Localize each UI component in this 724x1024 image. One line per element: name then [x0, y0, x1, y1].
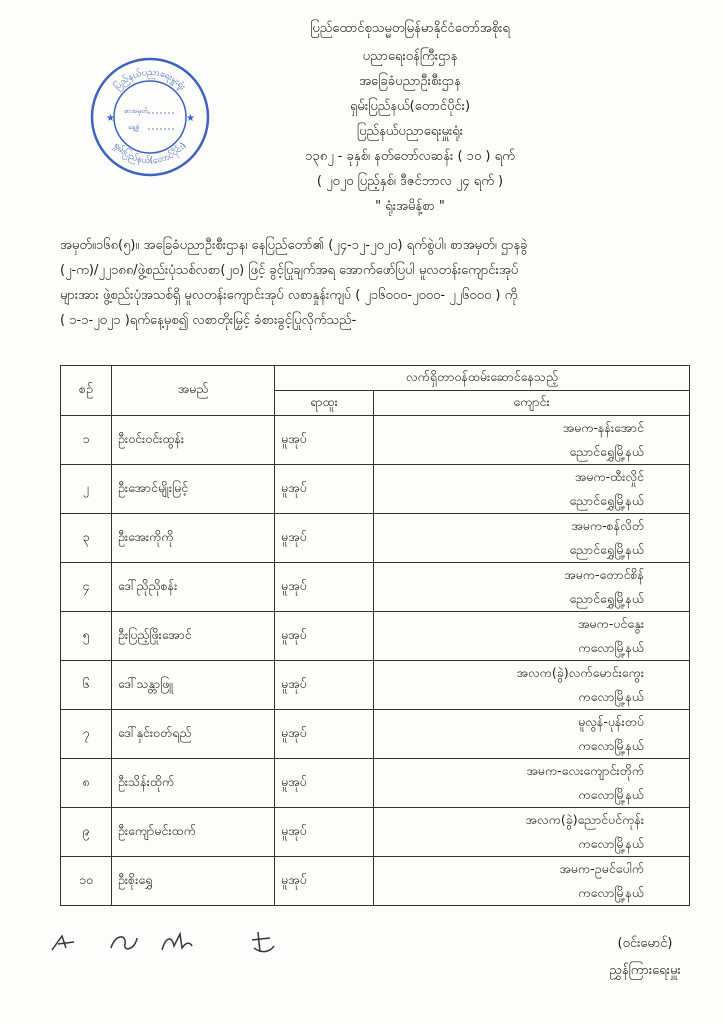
table-row [61, 857, 690, 906]
table-row [61, 808, 690, 857]
row-no: ၄ [61, 563, 112, 612]
table-row [61, 612, 690, 661]
row-school [374, 661, 690, 710]
header-rank: ရာထူး [275, 391, 374, 416]
header-line-4: ရှမ်းပြည်နယ်(တောင်ပိုင်း) [349, 99, 471, 114]
promotion-table [60, 365, 690, 906]
header-line-5: ပြည်နယ်ပညာရေးမှူးရုံး [356, 124, 464, 139]
table-row [61, 563, 690, 612]
row-township: ညောင်ရွှေမြို့နယ် [569, 444, 644, 459]
row-school-name: အမက-ပင်နွေး [577, 616, 644, 631]
row-school [374, 808, 690, 857]
table-row [61, 759, 690, 808]
row-name: ဦးဝင်းဝင်းထွန်း [112, 416, 275, 465]
row-name: ဒေါ်သန္တာဖြူ [112, 661, 275, 710]
stamp-field-1: စာအမှတ် [124, 107, 149, 115]
row-rank: မူအုပ် [275, 514, 374, 563]
row-name: ဦးအောင်မျိုးမြင့် [112, 465, 275, 514]
signature-4 [248, 926, 288, 963]
table-row [61, 661, 690, 710]
row-school-name: အမက-နန်းအောင် [562, 420, 644, 435]
header-no: စဉ် [61, 366, 112, 416]
table-row [61, 710, 690, 759]
row-name: ဦးစိုးရွှေ [112, 857, 275, 906]
signature-2 [105, 928, 145, 963]
row-township: ကလောမြို့နယ် [578, 787, 644, 802]
row-school [374, 710, 690, 759]
row-school-name: အမက-လေးကျောင်းတိုက် [526, 763, 644, 778]
row-rank: မူအုပ် [275, 465, 374, 514]
row-school-name: အလက(ခွဲ)လက်မောင်းကွေး [516, 665, 644, 680]
signature-1 [48, 928, 88, 963]
header-school: ကျောင်း [374, 391, 690, 416]
row-rank: မူအုပ် [275, 710, 374, 759]
stamp-star-left: ★ [106, 113, 115, 124]
header-line-8: " ရုံးအမိန့်စာ " [375, 199, 445, 214]
row-township: ကလောမြို့နယ် [578, 738, 644, 753]
order-line-2: (၂-က)/၂၂၁၈၈/ဖွဲ့စည်းပုံသစ်လစာ(၂၀) ဖြင့် ခွင့်ပြုချက်အရ အောက်ဖော်ပြပါ မူလတန်းကျောင်းအုပ် [60, 263, 519, 278]
row-school-name: အမက-စန်လိတ် [571, 518, 644, 533]
row-no: ၂ [61, 465, 112, 514]
header-line-6: ၁၃၈၂ - ခုနှစ်၊ နတ်တော်လဆန်း ( ၁၀ ) ရက် [305, 149, 515, 164]
row-rank: မူအုပ် [275, 612, 374, 661]
order-paragraph [60, 233, 690, 333]
row-no: ၉ [61, 808, 112, 857]
header-line-3: အခြေခံပညာဦးစီးဌာန [359, 74, 461, 89]
row-rank: မူအုပ် [275, 563, 374, 612]
row-school [374, 563, 690, 612]
row-township: ညောင်ရွှေမြို့နယ် [569, 591, 644, 606]
row-township: ကလောမြို့နယ် [578, 689, 644, 704]
order-line-1: အမှတ်။၁၆၈(၅)။ အခြေခံပညာဦးစီးဌာန၊ နေပြည်တော်၏ (၂၄-၁၂-၂၀၂၀) ရက်စွဲပါ၊ စာအမှတ်၊ ဌာနခွဲ [60, 238, 528, 253]
row-school [374, 514, 690, 563]
row-rank: မူအုပ် [275, 759, 374, 808]
row-school [374, 416, 690, 465]
row-name: ဦးအေးကိုကို [112, 514, 275, 563]
table-row [61, 416, 690, 465]
order-line-3: များအား ဖွဲ့စည်းပုံအသစ်ရှိ မူလတန်းကျောင်းအုပ် လစာနှုန်းကျပ် ( ၂၁၆၀၀၀-၂၀၀၀- ၂၂၆၀၀၀ ) ကို [60, 288, 518, 303]
row-school-name: အမက-တောင်စိန် [564, 567, 644, 582]
row-name: ဒေါ်နှင်းဝတ်ရည် [112, 710, 275, 759]
header-name: အမည် [112, 366, 275, 416]
row-no: ၅ [61, 612, 112, 661]
row-no: ၁ [61, 416, 112, 465]
signer-name: (ဝင်းမောင်) [617, 936, 673, 951]
row-school [374, 465, 690, 514]
row-township: ကလောမြို့နယ် [578, 640, 644, 655]
row-name: ဦးသိန်းထိုက် [112, 759, 275, 808]
row-school-name: အမက-ထီးလှိုင် [574, 469, 644, 484]
header-current-duty: လက်ရှိတာဝန်ထမ်းဆောင်နေသည့် [275, 366, 690, 391]
row-no: ၇ [61, 710, 112, 759]
row-name: ဦးကျော်မင်းထက် [112, 808, 275, 857]
table-row [61, 465, 690, 514]
row-school [374, 759, 690, 808]
signer-title: ညွှန်ကြားရေးမှူး [609, 963, 681, 978]
row-township: ညောင်ရွှေမြို့နယ် [569, 542, 644, 557]
row-school [374, 857, 690, 906]
row-rank: မူအုပ် [275, 416, 374, 465]
signature-3 [158, 928, 198, 963]
row-township: ညောင်ရွှေမြို့နယ် [569, 493, 644, 508]
row-township: ကလောမြို့နယ် [578, 836, 644, 851]
row-no: ၃ [61, 514, 112, 563]
table-row [61, 514, 690, 563]
row-name: ဒေါ်ညိုညိုစန်း [112, 563, 275, 612]
header-line-1: ပြည်ထောင်စုသမ္မတမြန်မာနိုင်ငံတော်အစိုးရ [310, 21, 510, 36]
row-school-name: အလက(ခွဲ)ညောင်ပင်ကုန်း [525, 812, 644, 827]
row-school-name: မူလွန်-ပုန်းတပ် [578, 714, 644, 729]
row-rank: မူအုပ် [275, 857, 374, 906]
row-township: ကလောမြို့နယ် [578, 885, 644, 900]
stamp-ring-bottom-text: ရှမ်းပြည်နယ်(တောင်ပိုင်း) [111, 140, 189, 167]
stamp-ring-top-text: ပြည်နယ်ပညာရေးမှူးရုံး [112, 67, 188, 93]
row-no: ၈ [61, 759, 112, 808]
row-rank: မူအုပ် [275, 661, 374, 710]
header-line-2: ပညာရေးဝန်ကြီးဌာန [362, 49, 458, 64]
stamp-star-right: ★ [186, 113, 195, 124]
row-no: ၁၀ [61, 857, 112, 906]
row-school-name: အမက-ဥမင်ပေါက် [559, 861, 644, 876]
row-school [374, 612, 690, 661]
row-name: ဦးပြည့်ဖြိုးအောင် [112, 612, 275, 661]
stamp-field-2: နေ့စွဲ [128, 123, 140, 131]
office-seal-stamp [88, 55, 213, 180]
header-line-7: ( ၂၀၂၀ ပြည့်နှစ်၊ ဒီဇင်ဘာလ ၂၄ ရက် ) [316, 174, 504, 189]
order-line-4: ( ၁-၁-၂၀၂၁ )ရက်နေ့မှစ၍ လစာတိုးမြှင့် ခံစားခွင့်ပြုလိုက်သည်- [60, 313, 357, 328]
row-rank: မူအုပ် [275, 808, 374, 857]
row-no: ၆ [61, 661, 112, 710]
